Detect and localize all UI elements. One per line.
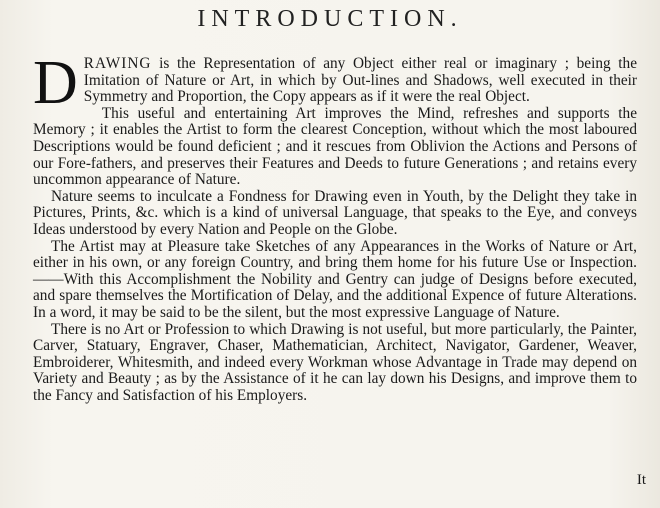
paragraph-5: There is no Art or Profession to which Drawing is not useful, but more particularly, the Painter, Carver, Statuary, Engraver, Chaser, Mathematician, Architect, Navigator, Gardener, Weaver, Embroiderer, Whitesmith, and indeed every Workman whose Advantage in Trade may depend on Variety and Beauty ; as by the Assistance of it he can lay down his Designs, and improve them to the Fancy and Satisfaction of his Employers.: [33, 320, 637, 404]
page-title: INTRODUCTION.: [197, 6, 463, 32]
paragraph-4: The Artist may at Pleasure take Sketches of any Appearances in the Works of Nature or Art, either in his own, or any foreign Country, and bring them home for his future Use or Inspection.——With this Accomplishment the Nobility and Gentry can judge of Designs before executed, and spare themselves the Mortification of Delay, and the additional Expence of future Alterations. In a word, it may be said to be the silent, but the most expressive Language of Nature.: [33, 237, 637, 321]
paragraph-2: This useful and entertaining Art improves the Mind, refreshes and supports the Memory ; it enables the Artist to form the clearest Conception, without which the most laboured Descriptions would be found deficient ; and it rescues from Oblivion the Actions and Persons of our Fore-fathers, and preserves their Features and Deeds to future Generations ; and retains every uncommon appearance of Nature.: [33, 104, 637, 189]
catchword: It: [636, 472, 646, 488]
lead-word: RAWING: [83, 55, 152, 72]
paragraph-3: Nature seems to inculcate a Fondness for Drawing even in Youth, by the Delight they take in Pictures, Prints, &c. which is a kind of universal Language, that speaks to the Eye, and conveys Ideas understood by every Nation and People on the Globe.: [33, 187, 637, 238]
drop-cap: D: [33, 49, 78, 117]
paragraph-1-text: is the Representation of any Object either real or imaginary ; being the Imitation of Nature or Art, in which by Out-lines and Shadows, well executed in their Symmetry and Proportion, the Copy appears as if it were the real Object.: [83, 55, 637, 106]
body-text: [33, 49, 637, 404]
paragraph-1: [33, 49, 637, 117]
